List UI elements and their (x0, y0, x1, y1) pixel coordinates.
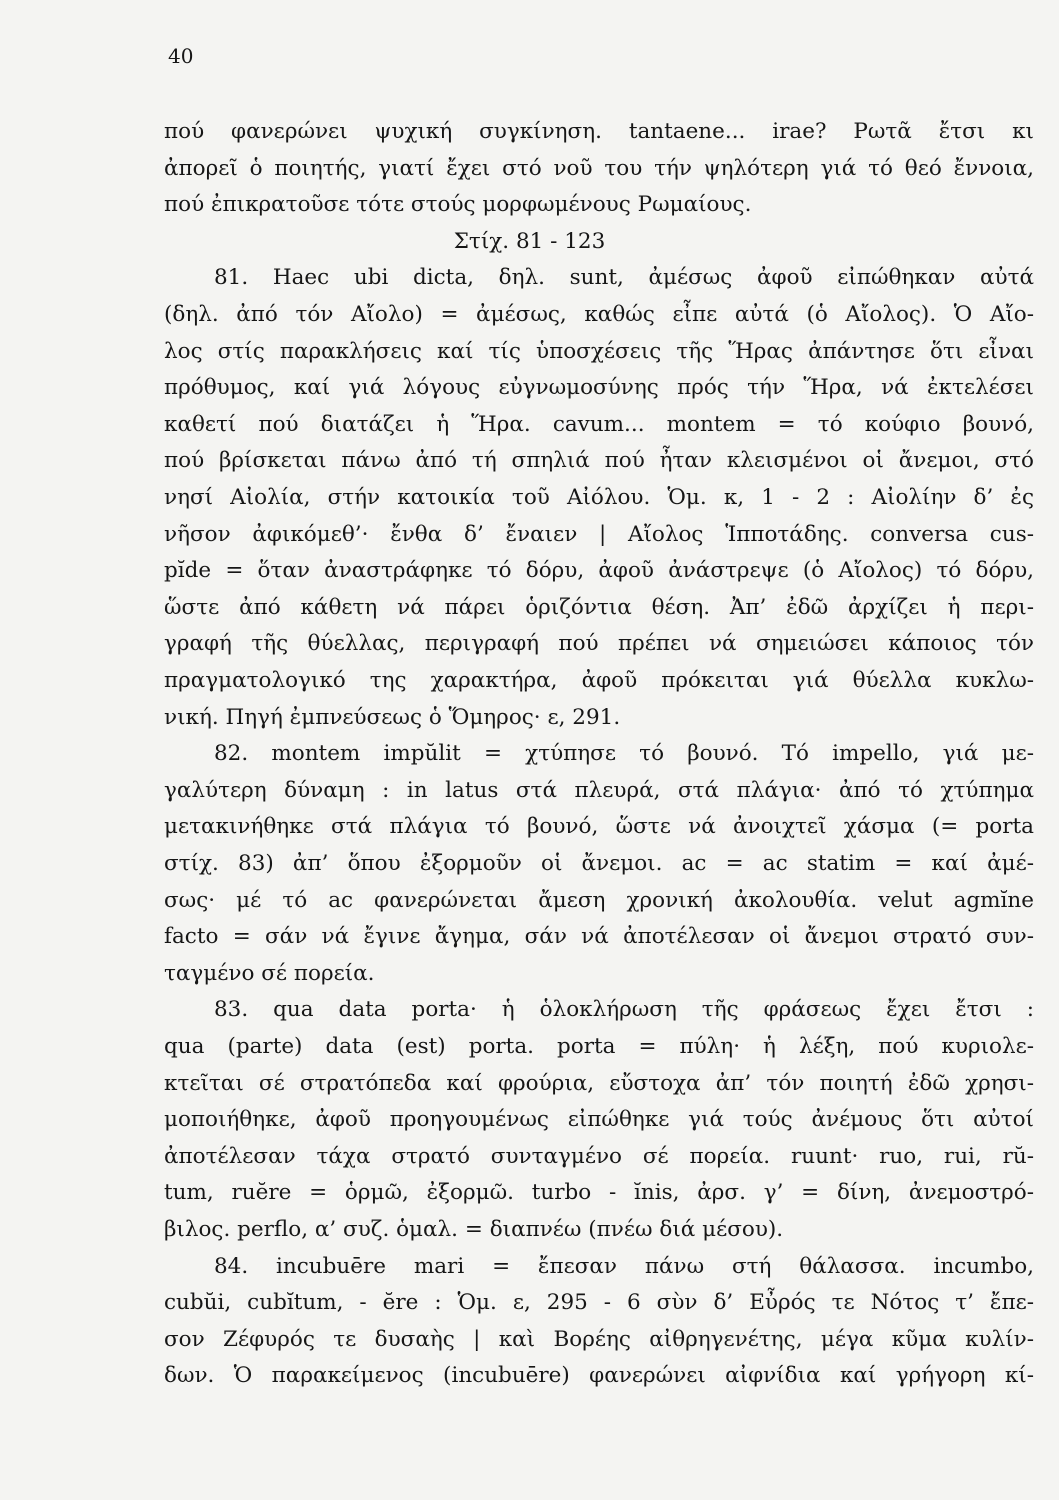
text-line: πού βρίσκεται πάνω ἀπό τή σπηλιά πού ἦταν κλεισμένοι οἱ ἄνεμοι, στό (164, 448, 1034, 474)
text-line: qua (parte) data (est) porta. porta = πύλη· ἡ λέξη, πού κυριολε- (164, 1034, 1034, 1059)
page-number: 40 (168, 44, 194, 68)
text-line: tum, ruĕre = ὁρμῶ, ἐξορμῶ. turbo - ĭnis, ἀρσ. γ’ = δίνη, ἀνεμοστρό- (164, 1180, 1034, 1206)
text-line: ἀποτέλεσαν τάχα στρατό συνταγμένο σέ πορεία. ruunt· ruo, rui, rŭ- (164, 1143, 1034, 1169)
text-line: πραγματολογικό της χαρακτήρα, ἀφοῦ πρόκειται γιά θύελλα κυκλω- (164, 668, 1034, 693)
text-line: 83. qua data porta· ἡ ὁλοκλήρωση τῆς φράσεως ἔχει ἔτσι : (214, 997, 1034, 1023)
text-line: 82. montem impŭlit = χτύπησε τό βουνό. Τό impello, γιά με- (214, 741, 1034, 767)
text-line: πρόθυμος, καί γιά λόγους εὐγνωμοσύνης πρός τήν Ἥρα, νά ἐκτελέσει (164, 375, 1034, 401)
text-line: μετακινήθηκε στά πλάγια τό βουνό, ὥστε νά ἀνοιχτεῖ χάσμα (= porta (164, 814, 1034, 840)
text-line: facto = σάν νά ἔγινε ἄγημα, σάν νά ἀποτέλεσαν οἱ ἄνεμοι στρατό συν- (164, 924, 1034, 950)
text-line: δων. Ὁ παρακείμενος (incubuēre) φανερώνει αἰφνίδια καί γρήγορη κί- (164, 1363, 1034, 1389)
text-line: ὥστε ἀπό κάθετη νά πάρει ὁριζόντια θέση. Ἀπ’ ἐδῶ ἀρχίζει ἡ περι- (164, 594, 1034, 620)
text-line: καθετί πού διατάζει ἡ Ἥρα. cavum... montem = τό κούφιο βουνό, (164, 411, 1034, 437)
text-line: νῆσον ἀφικόμεθ’· ἔνθα δ’ ἔναιεν | Αἴολος Ἱπποτάδης. conversa cus- (164, 521, 1034, 547)
text-line: νησί Αἰολία, στήν κατοικία τοῦ Αἰόλου. Ὁμ. κ, 1 - 2 : Αἰολίην δ’ ἐς (164, 485, 1034, 510)
text-line: 84. incubuēre mari = ἔπεσαν πάνω στή θάλασσα. incumbo, (214, 1253, 1034, 1279)
text-line: πού ἐπικρατοῦσε τότε στούς μορφωμένους Ρωμαίους. (164, 192, 752, 218)
text-line: στίχ. 83) ἀπ’ ὅπου ἐξορμοῦν οἱ ἄνεμοι. ac = ac statim = καί ἀμέ- (164, 851, 1034, 876)
text-line: (δηλ. ἀπό τόν Αἴολο) = ἀμέσως, καθώς εἶπε αὐτά (ὁ Αἴολος). Ὁ Αἴο- (164, 302, 1034, 327)
text-line: βιλος. perflo, α’ συζ. ὁμαλ. = διαπνέω (πνέω διά μέσου). (164, 1217, 784, 1242)
text-line: μοποιήθηκε, ἀφοῦ προηγουμένως εἰπώθηκε γιά τούς ἀνέμους ὅτι αὐτοί (164, 1107, 1034, 1133)
text-line: σον Ζέφυρός τε δυσαὴς | καὶ Βορέης αἰθρηγενέτης, μέγα κῦμα κυλίν- (164, 1326, 1034, 1352)
text-line: 81. Haec ubi dicta, δηλ. sunt, ἀμέσως ἀφοῦ εἰπώθηκαν αὐτά (214, 265, 1034, 291)
section-heading: Στίχ. 81 - 123 (453, 228, 606, 254)
text-line: πού φανερώνει ψυχική συγκίνηση. tantaene... irae? Ρωτᾶ ἔτσι κι (164, 119, 1034, 144)
text-line: σως· μέ τό ac φανερώνεται ἄμεση χρονική ἀκολουθία. velut agmĭne (164, 887, 1034, 913)
text-line: νική. Πηγή ἐμπνεύσεως ὁ Ὅμηρος· ε, 291. (164, 704, 621, 730)
text-line: ἀπορεῖ ὁ ποιητής, γιατί ἔχει στό νοῦ του τήν ψηλότερη γιά τό θεό ἔννοια, (164, 155, 1034, 181)
text-line: pĭde = ὅταν ἀναστράφηκε τό δόρυ, ἀφοῦ ἀνάστρεψε (ὁ Αἴολος) τό δόρυ, (164, 558, 1034, 584)
text-line: λος στίς παρακλήσεις καί τίς ὑποσχέσεις τῆς Ἥρας ἀπάντησε ὅτι εἶναι (164, 338, 1034, 364)
text-line: ταγμένο σέ πορεία. (164, 960, 375, 986)
text-line: γαλύτερη δύναμη : in latus στά πλευρά, στά πλάγια· ἀπό τό χτύπημα (164, 777, 1034, 803)
text-line: cubŭi, cubĭtum, - ĕre : Ὁμ. ε, 295 - 6 σὺν δ’ Εὖρός τε Νότος τ’ ἔπε- (164, 1290, 1034, 1316)
text-line: κτεῖται σέ στρατόπεδα καί φρούρια, εὔστοχα ἀπ’ τόν ποιητή ἐδῶ χρησι- (164, 1070, 1034, 1096)
text-line: γραφή τῆς θύελλας, περιγραφή πού πρέπει νά σημειώσει κάποιος τόν (164, 631, 1034, 657)
